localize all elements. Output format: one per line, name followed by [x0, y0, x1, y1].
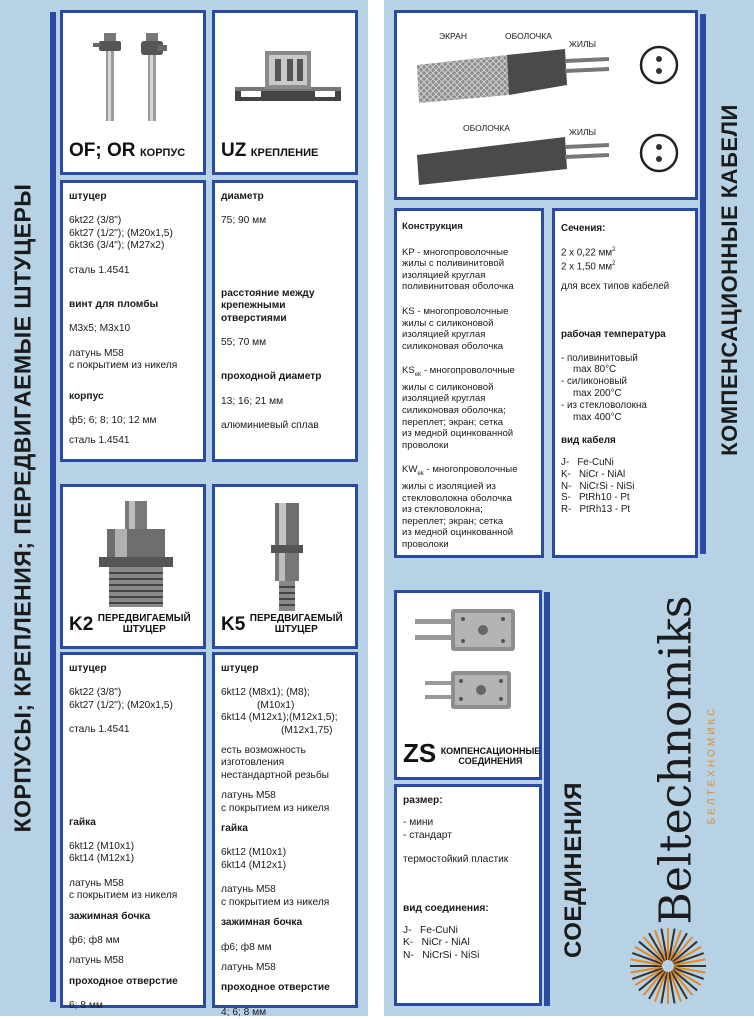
connections-title-bar: [544, 592, 550, 1006]
k5-spec-heading-gayka: гайка: [221, 823, 248, 835]
construction-ks-line: изоляцией круглая: [402, 329, 486, 341]
label-sheath-top: ОБОЛОЧКА: [505, 31, 552, 41]
uz-flange-illustration: [235, 43, 341, 113]
k2-caption-line2: ШТУЦЕР: [122, 624, 166, 635]
k2-specs-box: [60, 652, 206, 1012]
k5-spec-line: латунь M58: [221, 790, 276, 802]
k2-spec-line: латунь M58: [69, 955, 124, 967]
cable-type-line: J- Fe-CuNi: [561, 457, 614, 469]
brand-sunburst-icon: [628, 926, 708, 1006]
cable-type-line: R- PtRh13 - Pt: [561, 504, 631, 516]
construction-ksek-line: из медной оцинкованной: [402, 428, 514, 440]
left-panel: [0, 0, 368, 1016]
of-spec-heading-shtucer: штуцер: [69, 191, 107, 202]
construction-ksek-line: изоляцией круглая: [402, 393, 486, 405]
k5-spec-line: с покрытием из никеля: [221, 802, 330, 814]
k2-spec-line: 6kt12 (M10x1): [69, 841, 135, 853]
k2-spec-line: 6kt14 (M12x1): [69, 853, 135, 865]
label-sheath-bottom: ОБОЛОЧКА: [463, 123, 510, 133]
temp-line: - силиконовый: [561, 376, 627, 388]
left-vertical-title-text: КОРПУСЫ; КРЕПЛЕНИЯ; ПЕРЕДВИГАЕМЫЕ ШТУЦЕРЫ: [9, 183, 36, 833]
construction-kwek-code: KW: [402, 464, 418, 476]
page-gutter: [368, 0, 384, 1016]
uz-image-box: [212, 10, 358, 175]
temp-line: - поливинитовый: [561, 352, 638, 364]
section-line-text: 2 x 1,50 мм: [561, 261, 613, 273]
zs-label: [403, 738, 540, 769]
k2-label: [69, 613, 191, 636]
of-spec-line: M3x5; M3x10: [69, 323, 131, 335]
of-spec-line: 6kt36 (3/4"); (M27x2): [69, 240, 165, 252]
section-all-types: для всех типов кабелей: [561, 280, 670, 292]
k5-spec-line: 6kt12 (M8x1); (M8);: [221, 687, 310, 699]
section-line: [561, 259, 669, 273]
construction-ksek-first-line: [402, 365, 518, 382]
construction-kwek-first: - многопроволочные: [423, 464, 518, 476]
cables-title-bar: [700, 14, 706, 554]
cables-vertical-title: [706, 0, 754, 560]
connections-vertical-title-text: СОЕДИНЕНИЯ: [560, 782, 587, 958]
construction-ks: [402, 306, 518, 352]
k2-fitting-illustration: [93, 501, 179, 613]
uz-spec-line: 75; 90 мм: [221, 215, 267, 227]
uz-spec-heading-prohodnoy: проходной диаметр: [221, 371, 322, 383]
k5-spec-line: 4; 6; 8 мм: [221, 1006, 267, 1018]
k2-spec-heading-otverstie: проходное отверстие: [69, 975, 178, 987]
temp-line: - из стекловолокна: [561, 399, 647, 411]
construction-kwek-line: переплет; экран; сетка: [402, 515, 504, 527]
k2-spec-line: латунь M58: [69, 877, 124, 889]
uz-specs-box: [212, 180, 358, 462]
k5-image-box: [212, 484, 358, 649]
k5-spec-line: с покрытием из никеля: [221, 896, 330, 908]
of-spec-line: 6kt27 (1/2"); (M20x1,5): [69, 227, 173, 239]
construction-kp: [402, 247, 518, 293]
label-screen: ЭКРАН: [439, 31, 467, 41]
uz-spec-line: 13; 16; 21 мм: [221, 395, 284, 407]
construction-kwek-line: жилы с изоляцией из: [402, 480, 496, 492]
zs-caption-line2: СОЕДИНЕНИЯ: [458, 756, 523, 766]
k2-caption-line1: ПЕРЕДВИГАЕМЫЙ: [97, 613, 191, 624]
brand-logo: Beltechnomiks: [650, 595, 702, 925]
label-wires-bottom: ЖИЛЫ: [569, 127, 597, 137]
k5-spec-line: латунь M58: [221, 961, 276, 973]
k2-image-box: [60, 484, 206, 649]
cables-vertical-title-text: КОМПЕНСАЦИОННЫЕ КАБЕЛИ: [717, 104, 742, 456]
k2-spec-heading-gayka: гайка: [69, 816, 96, 828]
k2-spec-line: 6kt22 (3/8"): [69, 687, 122, 699]
zs-conn-line: J- Fe-CuNi: [403, 925, 458, 937]
construction-title: Конструкция: [402, 221, 463, 232]
brand-area: [598, 560, 754, 1016]
k5-label: [221, 613, 343, 636]
of-spec-line: с покрытием из никеля: [69, 360, 178, 372]
of-spec-heading-korpus: корпус: [69, 390, 104, 402]
cable-types-title: вид кабеля: [561, 435, 616, 447]
zs-caption: [441, 746, 541, 766]
construction-ksek: [402, 365, 518, 451]
k5-spec-line: (M12x1,75): [281, 724, 333, 736]
k2-spec-line: ф6; ф8 мм: [69, 935, 120, 947]
construction-kp-line: жилы с поливинитовой: [402, 258, 505, 270]
of-spec-line: сталь 1.4541: [69, 435, 130, 447]
cable-diagram-box: [394, 10, 698, 200]
of-or-image-box: [60, 10, 206, 175]
construction-ksek-line: жилы с силиконовой: [402, 381, 494, 393]
k5-spec-heading-shtucer: штуцер: [221, 663, 259, 674]
of-spec-heading-vint: винт для пломбы: [69, 299, 159, 311]
k2-spec-heading-bochka: зажимная бочка: [69, 910, 151, 922]
section-sup: 2: [612, 260, 616, 267]
construction-box: [394, 208, 544, 558]
uz-code: UZ: [221, 140, 247, 161]
uz-caption: КРЕПЛЕНИЕ: [250, 147, 319, 159]
construction-kp-line: KP - многопроволочные: [402, 246, 509, 258]
uz-spec-line: 55; 70 мм: [221, 337, 267, 349]
section-line-text: 2 x 0,22 мм: [561, 247, 613, 259]
construction-ksek-line: силиконовая оболочка;: [402, 405, 506, 417]
k5-spec-line: нестандартной резьбы: [221, 769, 330, 781]
construction-ksek-line: проволоки: [402, 439, 449, 451]
cable-type-line: N- NiCrSi - NiSi: [561, 480, 635, 492]
k5-spec-heading-otverstie: проходное отверстие: [221, 982, 330, 994]
k5-caption-line2: ШТУЦЕР: [274, 624, 318, 635]
cable-type-line: S- PtRh10 - Pt: [561, 492, 630, 504]
temp-value: max 80°C: [573, 364, 617, 376]
zs-size-line: - стандарт: [403, 829, 452, 841]
construction-kwek-line: из медной оцинкованной: [402, 527, 514, 539]
of-spec-line: 6kt22 (3/8"): [69, 215, 122, 227]
k2-spec-line: 6kt27 (1/2"); (M20x1,5): [69, 699, 173, 711]
zs-conn-title: вид соединения:: [403, 902, 489, 914]
k2-code: K2: [69, 614, 94, 635]
k5-spec-line: ф6; ф8 мм: [221, 941, 272, 953]
k5-caption-line1: ПЕРЕДВИГАЕМЫЙ: [249, 613, 343, 624]
zs-size-line: - мини: [403, 817, 434, 829]
zs-conn-line: N- NiCrSi - NiSi: [403, 949, 480, 961]
zs-specs-box: [394, 784, 542, 1006]
construction-kwek: [402, 464, 518, 550]
k5-spec-line: есть возможность: [221, 745, 306, 757]
of-or-code: OF; OR: [69, 140, 136, 161]
left-vertical-title: [0, 0, 46, 1016]
of-specs-box: [60, 180, 206, 462]
temp-title: рабочая температура: [561, 328, 666, 340]
of-spec-line: латунь M58: [69, 347, 124, 359]
of-or-caption: КОРПУС: [139, 147, 186, 159]
k5-spec-line: латунь M58: [221, 884, 276, 896]
k2-spec-heading-shtucer: штуцер: [69, 663, 107, 674]
section-line: [561, 245, 669, 259]
construction-ksek-sub: ek: [414, 372, 422, 379]
k5-spec-line: 6kt12 (M10x1): [221, 847, 287, 859]
uz-spec-heading-diametr: диаметр: [221, 191, 264, 202]
k2-spec-line: с покрытием из никеля: [69, 890, 178, 902]
construction-ksek-line: переплет; экран; сетка: [402, 416, 504, 428]
construction-ksek-first: - многопроволочные: [421, 365, 515, 377]
zs-material: термостойкий пластик: [403, 854, 509, 866]
k5-spec-heading-bochka: зажимная бочка: [221, 917, 303, 929]
construction-kwek-line: стекловолокна оболочка: [402, 492, 512, 504]
k5-fitting-illustration: [267, 503, 309, 615]
construction-ks-line: жилы с силиконовой: [402, 317, 494, 329]
construction-kwek-line: проволоки: [402, 538, 449, 550]
brand-sub: БЕЛТЕХНОМИКС: [706, 705, 718, 825]
temp-value: max 200°C: [573, 387, 622, 399]
section-sup: 2: [612, 246, 616, 253]
zs-connector-illustration: [415, 605, 525, 725]
k5-caption: [250, 613, 343, 635]
cable-type-line: K- NiCr - NiAl: [561, 468, 626, 480]
uz-spec-heading-rasstoyanie: крепежными: [221, 300, 286, 312]
of-or-label: [69, 140, 185, 162]
k5-specs-box: [212, 652, 358, 1018]
construction-kwek-line: из стекловолокна;: [402, 504, 483, 516]
temp-value: max 400°C: [573, 411, 622, 423]
construction-ks-line: силиконовая оболочка: [402, 340, 504, 352]
construction-kwek-first-line: [402, 464, 518, 481]
left-title-bar: [50, 12, 56, 1002]
of-spec-line: сталь 1.4541: [69, 264, 130, 276]
of-spec-line: ф5; 6; 8; 10; 12 мм: [69, 415, 157, 427]
sections-box: [552, 208, 698, 558]
k2-spec-line: 6; 8 мм: [69, 1000, 103, 1012]
zs-caption-line1: КОМПЕНСАЦИОННЫЕ: [440, 746, 541, 756]
uz-spec-line: алюминиевый сплав: [221, 420, 319, 432]
construction-ks-line: KS - многопроволочные: [402, 305, 509, 317]
zs-conn-line: K- NiCr - NiAl: [403, 937, 470, 949]
k2-spec-line: сталь 1.4541: [69, 724, 130, 736]
connections-vertical-title: [550, 590, 598, 1008]
uz-spec-heading-rasstoyanie: отверстиями: [221, 312, 287, 324]
construction-kwek-sub: ek: [417, 471, 424, 478]
k5-code: K5: [221, 614, 246, 635]
k5-spec-line: 6kt14 (M12x1): [221, 859, 287, 871]
label-wires-top: ЖИЛЫ: [569, 39, 597, 49]
zs-image-box: [394, 590, 542, 780]
uz-spec-heading-rasstoyanie: расстояние между: [221, 287, 315, 299]
right-panel: [384, 0, 754, 1016]
zs-code: ZS: [403, 738, 437, 768]
sections-title: Сечения:: [561, 223, 606, 234]
of-or-thermo-illustration: [91, 23, 181, 123]
k5-spec-line: 6kt14 (M12x1);(M12x1,5);: [221, 712, 338, 724]
construction-ksek-code: KS: [402, 365, 415, 377]
zs-size-title: размер:: [403, 795, 443, 806]
construction-kp-line: изоляцией круглая: [402, 269, 486, 281]
k5-spec-line: изготовления: [221, 757, 285, 769]
k2-caption: [98, 613, 191, 635]
construction-kp-line: поливинитовая оболочка: [402, 281, 514, 293]
uz-label: [221, 140, 318, 162]
k5-spec-line: (M10x1): [257, 699, 295, 711]
